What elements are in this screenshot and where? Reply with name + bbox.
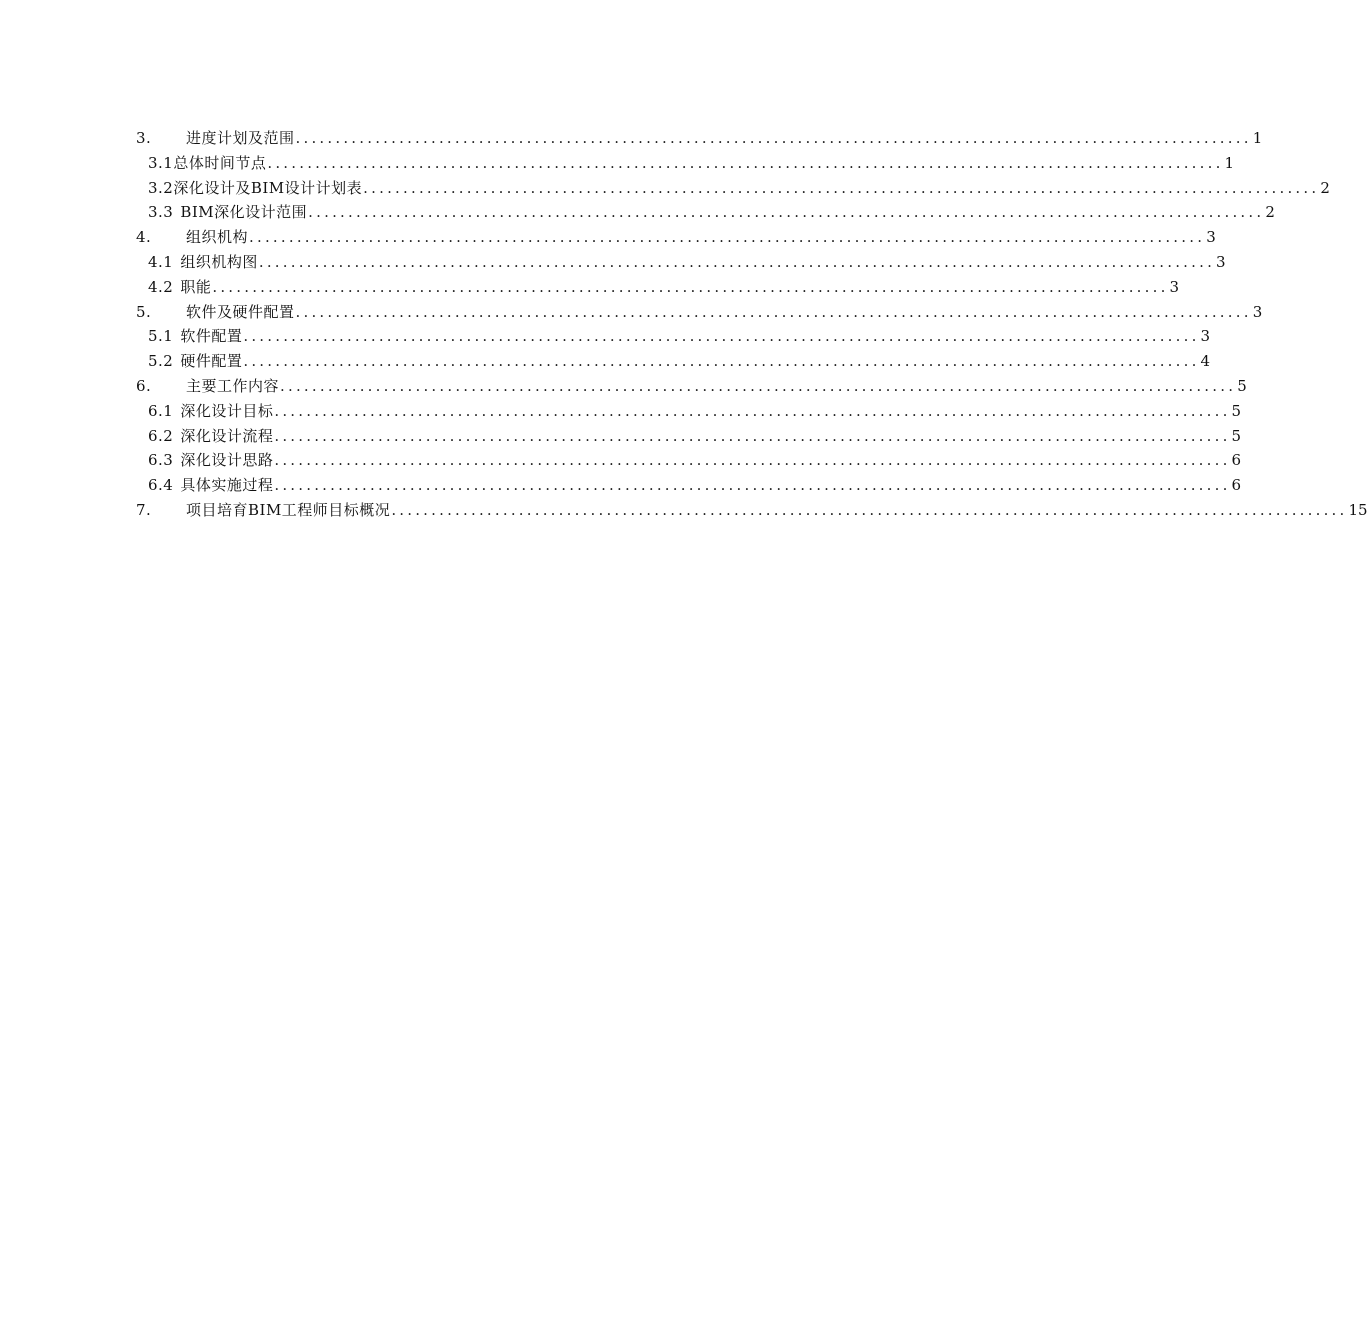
toc-page-number: 2 — [1320, 178, 1330, 197]
toc-number: 6.1 — [148, 401, 174, 420]
toc-entry-5[interactable] — [136, 300, 1263, 325]
toc-number: 5. — [136, 302, 152, 321]
toc-entry-5-2[interactable] — [136, 349, 1211, 374]
dot-leader: ........................................................................................................................ — [249, 228, 1206, 247]
toc-page-number: 3 — [1169, 277, 1180, 296]
toc-entry-6-4[interactable] — [136, 473, 1242, 498]
table-of-contents — [136, 126, 1368, 523]
toc-title: 软件配置 — [180, 327, 243, 346]
dot-leader: ........................................................................................................................ — [295, 129, 1252, 147]
toc-title: 职能 — [180, 277, 212, 296]
dot-leader: ........................................................................................................................ — [391, 500, 1348, 519]
toc-title: 软件及硬件配置 — [186, 302, 295, 321]
toc-title: 深化设计思路 — [180, 451, 274, 470]
toc-page-number: 3 — [1206, 228, 1216, 247]
toc-page-number: 6 — [1231, 451, 1242, 470]
toc-entry-4-2[interactable] — [136, 275, 1180, 300]
toc-page-number: 4 — [1200, 352, 1211, 371]
dot-leader: ........................................................................................................................ — [308, 203, 1265, 222]
toc-page-number: 5 — [1237, 376, 1247, 395]
toc-title: 组织机构 — [186, 228, 249, 247]
toc-entry-3-1[interactable] — [136, 151, 1235, 176]
dot-leader: ........................................................................................................................ — [363, 178, 1320, 197]
toc-title: 硬件配置 — [180, 352, 243, 371]
toc-page-number: 5 — [1231, 426, 1242, 445]
toc-title: 深化设计及BIM设计计划表 — [173, 178, 363, 197]
toc-page-number: 3 — [1252, 302, 1263, 321]
toc-number: 4.2 — [148, 277, 174, 296]
toc-title: 主要工作内容 — [186, 376, 280, 395]
toc-number: 6.4 — [148, 476, 174, 495]
toc-title: 总体时间节点 — [173, 153, 267, 172]
toc-number: 6. — [136, 376, 152, 395]
toc-entry-6-2[interactable] — [136, 424, 1242, 449]
toc-title: 深化设计流程 — [180, 426, 274, 445]
toc-page-number: 6 — [1231, 476, 1242, 495]
toc-number: 3.3 — [148, 203, 174, 222]
toc-number: 4. — [136, 228, 152, 247]
toc-number: 6.2 — [148, 426, 174, 445]
toc-entry-4-1[interactable] — [136, 250, 1226, 275]
toc-entry-3[interactable] — [136, 126, 1263, 151]
dot-leader: ........................................................................................................................ — [258, 252, 1216, 271]
dot-leader: ........................................................................................................................ — [267, 153, 1224, 172]
toc-page-number: 1 — [1252, 129, 1263, 147]
dot-leader: ........................................................................................................................ — [274, 401, 1231, 420]
toc-title: 项目培育BIM工程师目标概况 — [186, 500, 391, 519]
toc-number: 3.2 — [148, 178, 174, 197]
toc-entry-3-3[interactable] — [136, 200, 1275, 225]
dot-leader: ........................................................................................................................ — [280, 376, 1237, 395]
toc-page-number: 3 — [1200, 327, 1211, 346]
toc-entry-6-3[interactable] — [136, 448, 1242, 473]
toc-page-number: 3 — [1216, 252, 1226, 271]
toc-number: 5.1 — [148, 327, 174, 346]
toc-entry-7[interactable] — [136, 498, 1368, 523]
toc-title: 组织机构图 — [180, 252, 258, 271]
dot-leader: ........................................................................................................................ — [295, 302, 1252, 321]
toc-entry-6-1[interactable] — [136, 399, 1242, 424]
toc-number: 7. — [136, 500, 152, 519]
toc-page-number: 5 — [1231, 401, 1242, 420]
toc-number: 6.3 — [148, 451, 174, 470]
toc-title: BIM深化设计范围 — [180, 203, 308, 222]
dot-leader: ........................................................................................................................ — [274, 426, 1231, 445]
dot-leader: ........................................................................................................................ — [243, 327, 1200, 346]
toc-title: 进度计划及范围 — [186, 129, 295, 147]
toc-title: 深化设计目标 — [180, 401, 274, 420]
dot-leader: ........................................................................................................................ — [243, 352, 1200, 371]
toc-page-number: 1 — [1224, 153, 1235, 172]
toc-number: 4.1 — [148, 252, 174, 271]
toc-title: 具体实施过程 — [180, 476, 274, 495]
toc-page-number: 2 — [1265, 203, 1275, 222]
toc-entry-4[interactable] — [136, 225, 1216, 250]
dot-leader: ........................................................................................................................ — [274, 476, 1231, 495]
toc-entry-6[interactable] — [136, 374, 1247, 399]
toc-number: 3. — [136, 129, 152, 147]
toc-page-number: 15 — [1348, 500, 1368, 519]
toc-entry-5-1[interactable] — [136, 324, 1211, 349]
dot-leader: ........................................................................................................................ — [212, 277, 1169, 296]
dot-leader: ........................................................................................................................ — [274, 451, 1231, 470]
toc-entry-3-2[interactable] — [136, 176, 1330, 201]
toc-number: 3.1 — [148, 153, 174, 172]
toc-number: 5.2 — [148, 352, 174, 371]
